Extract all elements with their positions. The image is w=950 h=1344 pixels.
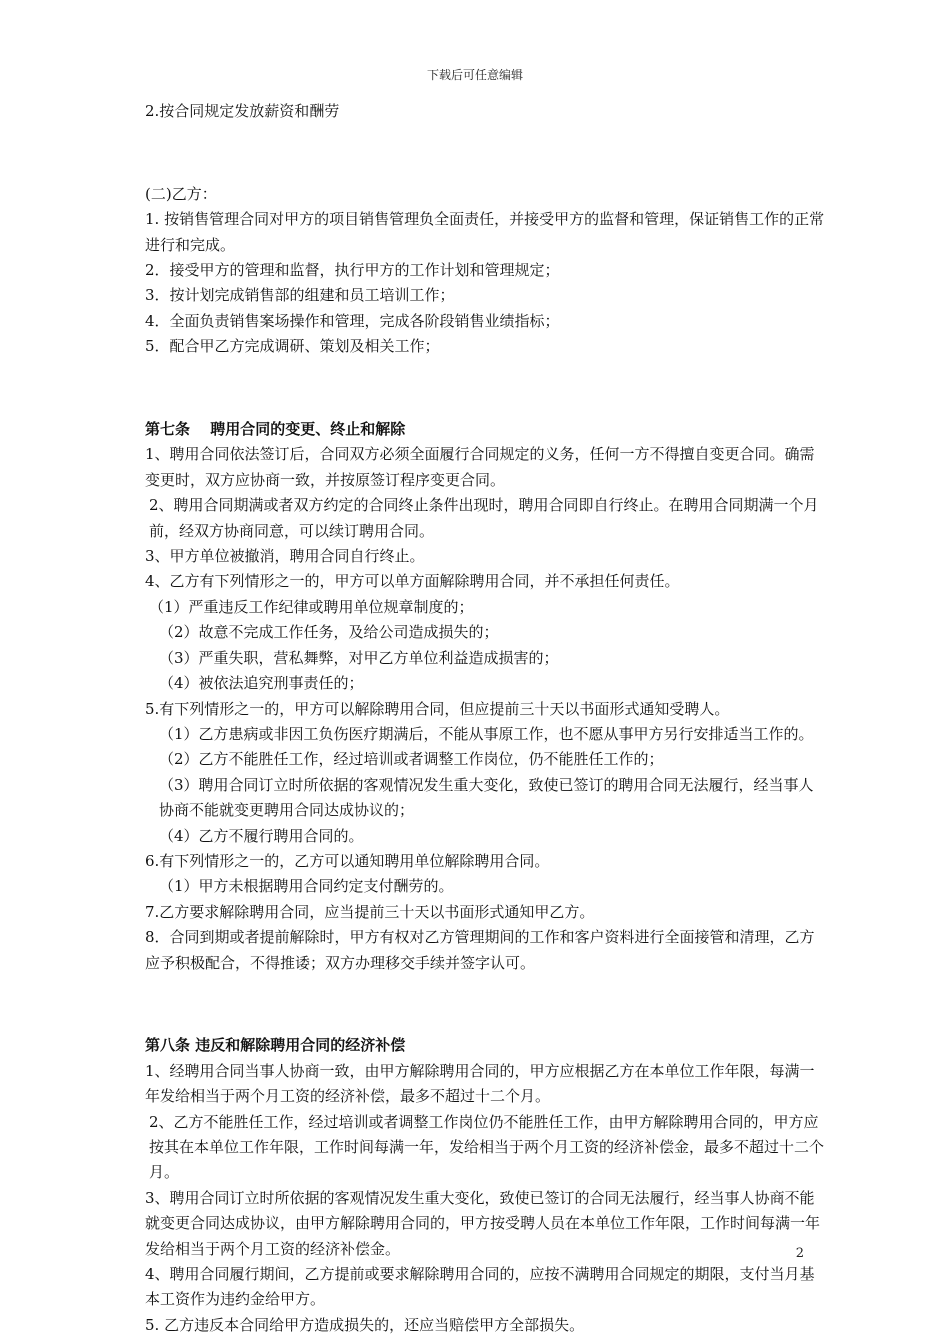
- paragraph: （4）乙方不履行聘用合同的。: [159, 826, 364, 845]
- paragraph: （3）严重失职，营私舞弊，对甲乙方单位利益造成损害的；: [159, 648, 559, 667]
- paragraph: （1）甲方未根据聘用合同约定支付酬劳的。: [159, 877, 454, 896]
- paragraph: 2、乙方不能胜任工作，经过培训或者调整工作岗位仍不能胜任工作，由甲方解除聘用合同的，甲方应按其在本单位工作年限，工作时间每满一年，发给相当于两个月工资的经济补偿金，最多不超过十二个月。: [149, 1112, 825, 1182]
- document-body: [145, 99, 825, 1338]
- paragraph: 1. 按销售管理合同对甲方的项目销售管理负全面责任，并接受甲方的监督和管理，保证销售工作的正常进行和完成。: [145, 210, 825, 254]
- paragraph: （1）乙方患病或非因工负伤医疗期满后，不能从事原工作，也不愿从事甲方另行安排适当工作的。: [159, 724, 814, 743]
- section-heading: 第七条 聘用合同的变更、终止和解除: [145, 420, 406, 439]
- paragraph: 1、聘用合同依法签订后，合同双方必须全面履行合同规定的义务，任何一方不得擅自变更合同。确需变更时，双方应协商一致，并按原签订程序变更合同。: [145, 445, 815, 489]
- paragraph: （1）严重违反工作纪律或聘用单位规章制度的；: [149, 597, 474, 616]
- paragraph: 1、经聘用合同当事人协商一致，由甲方解除聘用合同的，甲方应根据乙方在本单位工作年限，每满一年发给相当于两个月工资的经济补偿，最多不超过十二个月。: [145, 1061, 815, 1106]
- page-header-note: 下载后可任意编辑: [426, 68, 523, 82]
- paragraph: (二)乙方：: [145, 184, 217, 203]
- paragraph: 5. 乙方违反本合同给甲方造成损失的，还应当赔偿甲方全部损失。: [145, 1315, 585, 1334]
- paragraph: 2．接受甲方的管理和监督，执行甲方的工作计划和管理规定；: [145, 261, 560, 280]
- paragraph: 3．按计划完成销售部的组建和员工培训工作；: [145, 286, 455, 305]
- blank-line: [145, 140, 825, 165]
- paragraph: 4、聘用合同履行期间，乙方提前或要求解除聘用合同的，应按不满聘用合同规定的期限，支付当月基本工资作为违约金给甲方。: [145, 1265, 815, 1309]
- paragraph: 7.乙方要求解除聘用合同，应当提前三十天以书面形式通知甲乙方。: [145, 902, 595, 921]
- paragraph: （4）被依法追究刑事责任的；: [159, 674, 364, 693]
- paragraph: 2、聘用合同期满或者双方约定的合同终止条件出现时，聘用合同即自行终止。在聘用合同期满一个月前，经双方协商同意，可以续订聘用合同。: [149, 496, 819, 540]
- paragraph: 5．配合甲乙方完成调研、策划及相关工作；: [145, 337, 440, 356]
- paragraph: （2）乙方不能胜任工作，经过培训或者调整工作岗位，仍不能胜任工作的；: [159, 750, 664, 769]
- paragraph: 6.有下列情形之一的，乙方可以通知聘用单位解除聘用合同。: [145, 851, 550, 870]
- paragraph: 2.按合同规定发放薪资和酬劳: [145, 102, 340, 120]
- section-heading: 第八条 违反和解除聘用合同的经济补偿: [145, 1036, 406, 1055]
- blank-line: [145, 992, 825, 1017]
- paragraph: 4．全面负责销售案场操作和管理，完成各阶段销售业绩指标；: [145, 311, 560, 330]
- paragraph: 4、乙方有下列情形之一的，甲方可以单方面解除聘用合同，并不承担任何责任。: [145, 572, 680, 591]
- paragraph: 8．合同到期或者提前解除时，甲方有权对乙方管理期间的工作和客户资料进行全面接管和清理，乙方应予积极配合，不得推诿；双方办理移交手续并签字认可。: [145, 928, 815, 972]
- paragraph: （3）聘用合同订立时所依据的客观情况发生重大变化，致使已签订的聘用合同无法履行，经当事人协商不能就变更聘用合同达成协议的；: [159, 775, 814, 820]
- paragraph: 3、甲方单位被撤消，聘用合同自行终止。: [145, 547, 425, 566]
- paragraph: 5.有下列情形之一的，甲方可以解除聘用合同，但应提前三十天以书面形式通知受聘人。: [145, 699, 730, 718]
- paragraph: （2）故意不完成工作任务，及给公司造成损失的；: [159, 623, 499, 642]
- blank-line: [145, 376, 825, 401]
- page-number: 2: [795, 1246, 804, 1261]
- paragraph: 3、聘用合同订立时所依据的客观情况发生重大变化，致使已签订的合同无法履行，经当事人协商不能就变更合同达成协议，由甲方解除聘用合同的，甲方按受聘人员在本单位工作年限，工作时间每满一年发给相当于两个月工资的经济补偿金。: [145, 1188, 821, 1258]
